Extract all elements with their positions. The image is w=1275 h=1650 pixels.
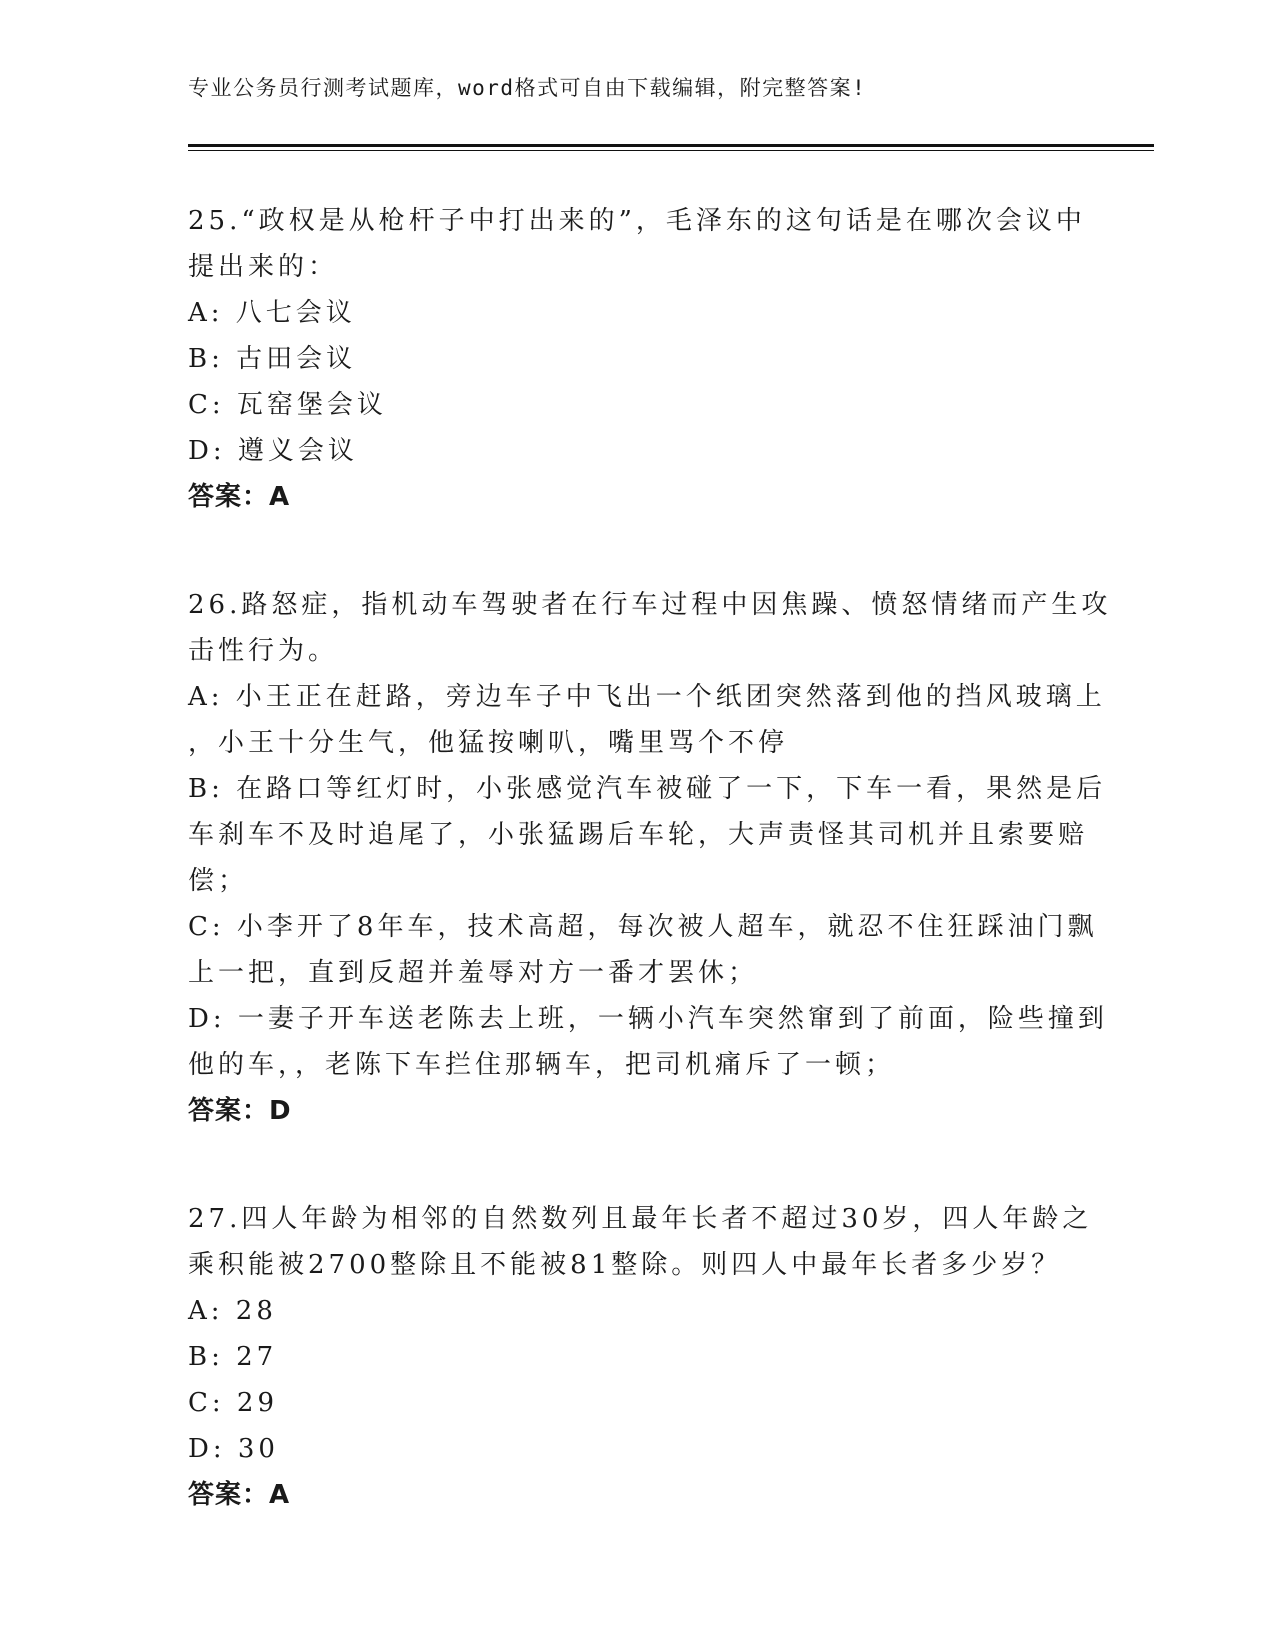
option-d: D: 遵义会议	[188, 436, 358, 466]
question-list	[188, 198, 1112, 1580]
question-stem-line: 25.“政权是从枪杆子中打出来的”，毛泽东的这句话是在哪次会议中	[188, 206, 1086, 236]
option-a-continued: ，小王十分生气，他猛按喇叭，嘴里骂个不停	[188, 728, 789, 758]
option-a: A: 28	[188, 1296, 277, 1326]
option-b-continued: 车刹车不及时追尾了，小张猛踢后车轮，大声责怪其司机并且索要赔	[188, 820, 1089, 850]
question-stem-line: 26.路怒症，指机动车驾驶者在行车过程中因焦躁、愤怒情绪而产生攻	[188, 590, 1112, 620]
option-b: B: 在路口等红灯时，小张感觉汽车被碰了一下，下车一看，果然是后	[188, 774, 1107, 804]
question-stem-line: 提出来的：	[188, 252, 339, 282]
option-c: C: 29	[188, 1388, 279, 1418]
option-b: B: 古田会议	[188, 344, 357, 374]
question-stem-line: 27.四人年龄为相邻的自然数列且最年长者不超过30岁，四人年龄之	[188, 1204, 1093, 1234]
option-d-continued: 他的车，，老陈下车拦住那辆车，把司机痛斥了一顿；	[188, 1050, 896, 1080]
document-header: 专业公务员行测考试题库，word格式可自由下载编辑，附完整答案!	[188, 76, 867, 100]
question-25	[188, 198, 1088, 520]
option-d: D: 一妻子开车送老陈去上班，一辆小汽车突然窜到了前面，险些撞到	[188, 1004, 1108, 1034]
question-stem-line: 击性行为。	[188, 636, 339, 666]
header-divider-thick	[188, 144, 1154, 147]
header-divider-thin	[188, 150, 1154, 151]
option-d: D: 30	[188, 1434, 279, 1464]
option-a: A: 八七会议	[188, 298, 356, 328]
question-27	[188, 1196, 1093, 1518]
option-c-continued: 上一把，直到反超并羞辱对方一番才罢休；	[188, 958, 759, 988]
option-a: A: 小王正在赶路，旁边车子中飞出一个纸团突然落到他的挡风玻璃上	[188, 682, 1106, 712]
option-c: C: 瓦窑堡会议	[188, 390, 387, 420]
question-stem-line: 乘积能被2700整除且不能被81整除。则四人中最年长者多少岁？	[188, 1250, 1062, 1280]
answer-line: 答案：A	[188, 482, 291, 512]
answer-line: 答案：A	[188, 1480, 291, 1510]
option-c: C: 小李开了8年车，技术高超，每次被人超车，就忍不住狂踩油门飘	[188, 912, 1098, 942]
option-b-continued: 偿；	[188, 866, 249, 896]
answer-line: 答案：D	[188, 1096, 292, 1126]
question-26	[188, 582, 1112, 1134]
option-b: B: 27	[188, 1342, 278, 1372]
